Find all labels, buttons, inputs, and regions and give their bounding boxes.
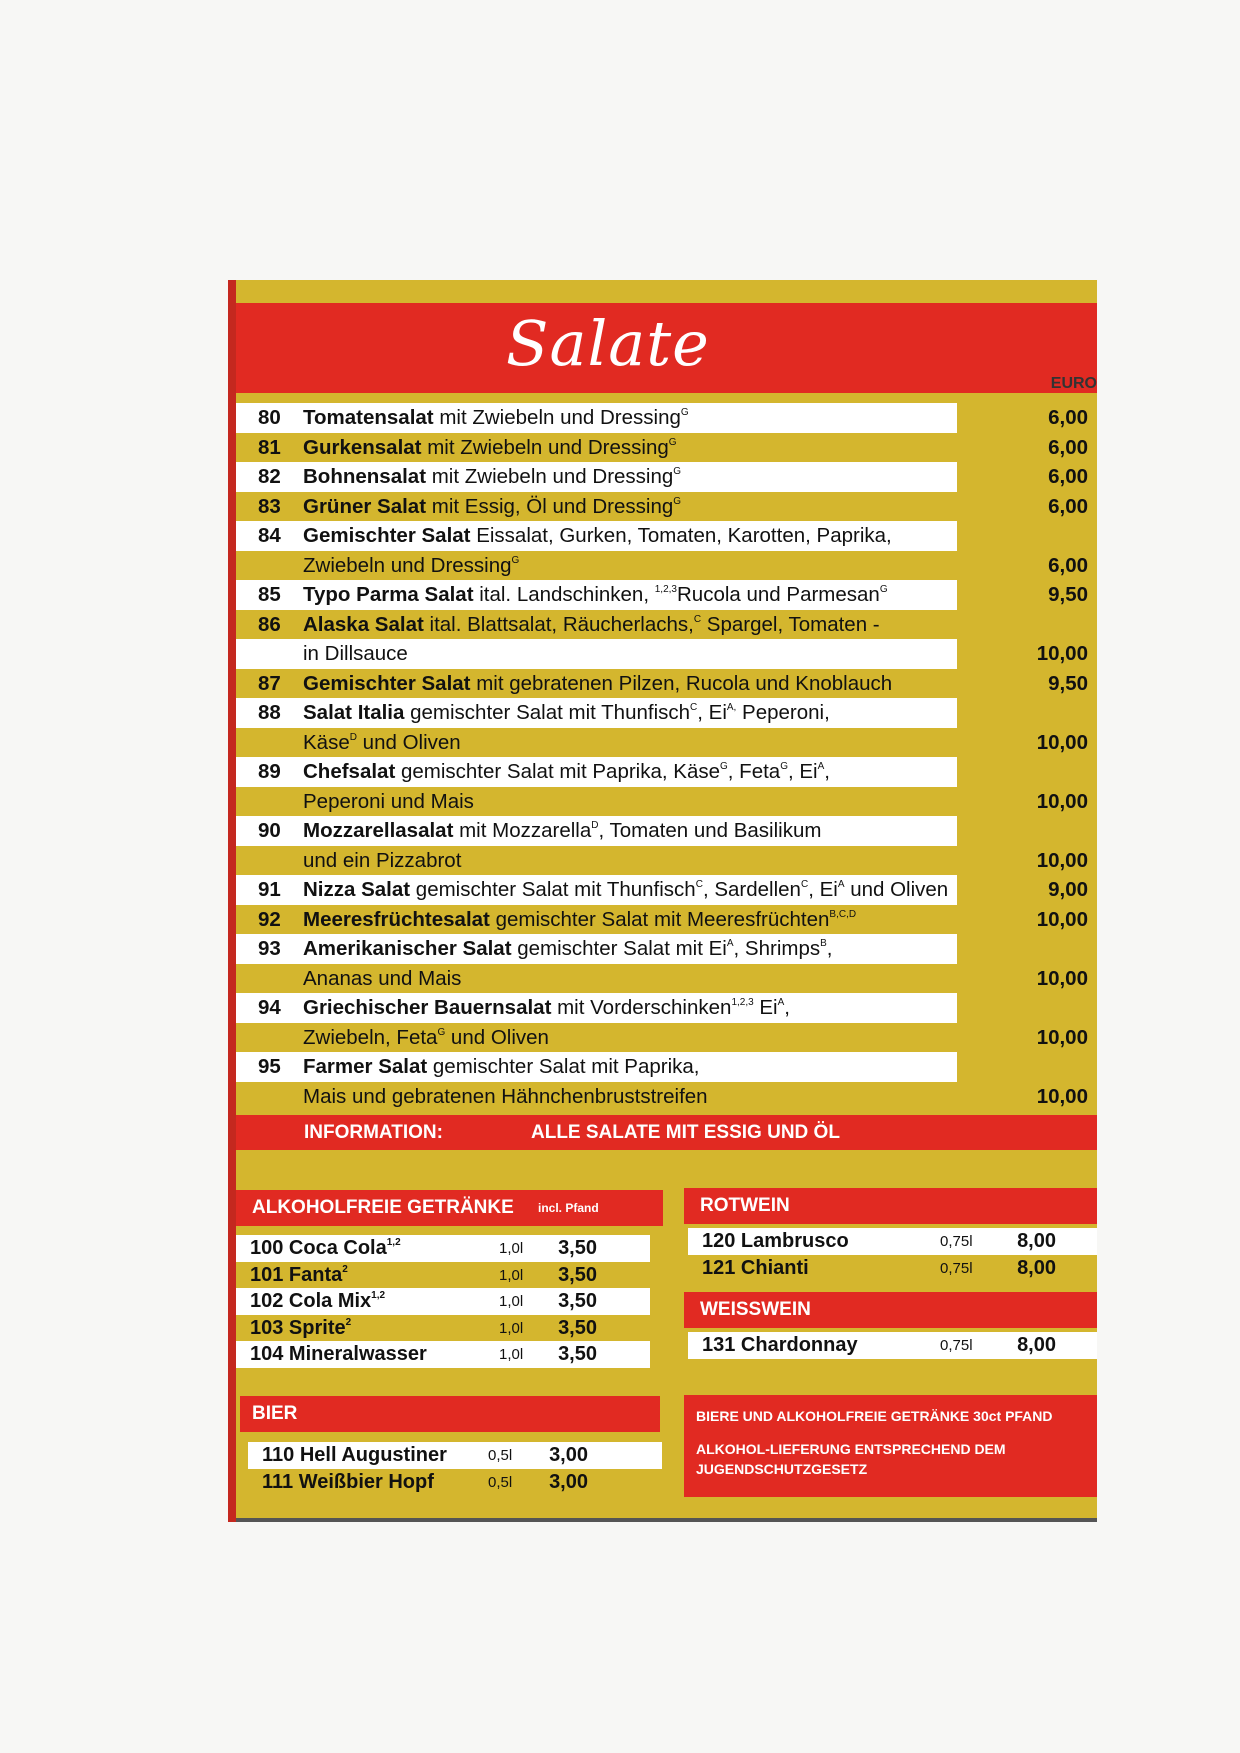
notice-line2: ALKOHOL-LIEFERUNG ENTSPRECHEND DEM: [696, 1441, 1006, 1457]
salad-description: [303, 934, 832, 964]
softdrinks-item-volume: 1,0l: [499, 1319, 524, 1337]
salad-number: 88: [258, 701, 281, 724]
softdrinks-item: [236, 1262, 650, 1289]
salad-description-continued: [303, 1082, 708, 1112]
allergen-code: G: [879, 584, 888, 595]
salad-name: Grüner Salat: [303, 494, 427, 518]
salad-text: Käse: [303, 730, 350, 754]
salad-text: mit Zwiebeln und Dressing: [426, 465, 674, 488]
salad-price: 9,00: [1048, 878, 1088, 901]
salad-row-continued: [236, 639, 1088, 669]
allergen-code: B,C,D: [829, 908, 857, 920]
salad-name: Griechischer Bauernsalat: [303, 996, 552, 1019]
allergen-code: 1,2,3: [731, 997, 754, 1008]
salad-text: , Ei: [787, 760, 818, 783]
softdrinks-item-price: 3,50: [558, 1290, 597, 1312]
redwine-header: [684, 1188, 1097, 1224]
salad-description-continued: [303, 846, 461, 876]
softdrinks-item: [236, 1315, 650, 1342]
allergen-code: A: [777, 997, 785, 1008]
softdrinks-item-price: 3,50: [558, 1237, 597, 1259]
salad-text: Zwiebeln und Dressing: [303, 553, 512, 577]
info-text: ALLE SALATE MIT ESSIG UND ÖL: [531, 1122, 840, 1143]
salad-text: , Feta: [727, 760, 781, 783]
salad-row: [236, 905, 1097, 935]
beer-item: [248, 1469, 662, 1496]
salad-text: Spargel, Tomaten -: [701, 612, 880, 636]
salad-row: [236, 580, 1088, 610]
allergen-code: C: [693, 613, 702, 625]
pfand-notice: [684, 1395, 1097, 1497]
salad-row: [236, 993, 957, 1023]
allergen-code: G: [668, 436, 677, 448]
left-edge-stripe: [228, 280, 236, 1522]
beer-item-label: 111 Weißbier Hopf: [262, 1470, 434, 1493]
allergen-code: 2: [342, 1263, 348, 1275]
salad-description-continued: [303, 1023, 549, 1053]
salad-text: Eissalat, Gurken, Tomaten, Karotten, Paprika,: [470, 524, 892, 547]
salad-number: 92: [258, 907, 281, 931]
salad-row: [236, 610, 1097, 640]
salad-number: 94: [258, 996, 281, 1019]
softdrinks-title: ALKOHOLFREIE GETRÄNKE: [252, 1197, 514, 1218]
whitewine-header: [684, 1292, 1097, 1328]
redwine-item: [688, 1228, 1097, 1255]
currency-label: EURO: [1050, 375, 1097, 392]
salad-text: ,: [824, 760, 830, 783]
salad-price: 9,50: [1048, 671, 1088, 695]
salad-text: ,: [826, 937, 833, 960]
salad-price: 6,00: [1048, 435, 1088, 459]
salad-text: und ein Pizzabrot: [303, 848, 462, 872]
beer-item: [248, 1442, 662, 1469]
salad-text: ,: [784, 996, 790, 1019]
salad-name: Meeresfrüchtesalat: [303, 907, 490, 931]
salad-description-continued: [303, 787, 474, 817]
softdrinks-item-volume: 1,0l: [499, 1240, 524, 1257]
salad-row: [236, 816, 957, 846]
salad-row: [236, 669, 1097, 699]
salad-text: , Shrimps: [733, 937, 821, 960]
salad-price: 6,00: [1048, 494, 1088, 518]
menu-page: [228, 280, 1097, 1522]
allergen-code: G: [780, 761, 788, 772]
salad-row: [236, 875, 1088, 905]
salad-name: Alaska Salat: [303, 612, 424, 636]
salad-number: 81: [258, 435, 281, 459]
info-label: INFORMATION:: [304, 1122, 443, 1143]
salad-text: Peperoni,: [736, 701, 830, 724]
whitewine-item-volume: 0,75l: [940, 1337, 973, 1354]
salad-text: mit Zwiebeln und Dressing: [421, 435, 669, 459]
salad-description: [303, 462, 681, 492]
beer-header: [240, 1396, 660, 1432]
salad-price: 10,00: [1036, 789, 1088, 813]
softdrinks-item-label: 103 Sprite: [250, 1316, 346, 1339]
salad-name: Farmer Salat: [303, 1055, 428, 1078]
salad-text: Rucola und Parmesan: [676, 583, 880, 606]
info-banner: [236, 1115, 1097, 1150]
redwine-item-price: 8,00: [1017, 1256, 1056, 1279]
salad-row-continued: [236, 1082, 1097, 1112]
salad-row: [236, 492, 1097, 522]
salad-price: 10,00: [1036, 642, 1088, 665]
salad-number: 90: [258, 819, 281, 842]
salad-text: Zwiebeln, Feta: [303, 1025, 438, 1049]
allergen-code: 2: [345, 1316, 352, 1328]
whitewine-title: WEISSWEIN: [700, 1299, 811, 1320]
salad-name: Salat Italia: [303, 701, 405, 724]
salad-number: 91: [258, 878, 281, 901]
salad-number: 84: [258, 524, 281, 547]
salad-text: mit Zwiebeln und Dressing: [433, 406, 681, 429]
allergen-code: G: [511, 554, 520, 566]
salad-text: , Sardellen: [702, 878, 801, 901]
salad-row: [236, 403, 1088, 433]
salad-text: Peperoni und Mais: [303, 789, 474, 813]
softdrinks-item-price: 3,50: [558, 1263, 597, 1286]
beer-item-price: 3,00: [549, 1470, 588, 1493]
allergen-code: A: [817, 761, 825, 772]
salad-price: 6,00: [1048, 553, 1088, 577]
allergen-code: 1,2: [371, 1290, 386, 1301]
salad-description: [303, 492, 681, 522]
allergen-code: G: [720, 761, 728, 772]
salad-row-continued: [236, 787, 1097, 817]
salad-number: 80: [258, 406, 281, 429]
salad-name: Gemischter Salat: [303, 524, 471, 547]
salad-price: 9,50: [1048, 583, 1088, 606]
salad-text: und Oliven: [844, 878, 949, 901]
salad-text: Ei: [753, 996, 778, 1019]
salad-text: mit Vorderschinken: [551, 996, 732, 1019]
redwine-item-label: 120 Lambrusco: [702, 1230, 849, 1252]
allergen-code: A: [726, 938, 734, 949]
softdrinks-item-name: [250, 1262, 348, 1289]
softdrinks-item-label: 102 Cola Mix: [250, 1290, 372, 1312]
beer-title: BIER: [252, 1403, 298, 1424]
salad-number: 82: [258, 465, 281, 488]
notice-line3: JUGENDSCHUTZGESETZ: [696, 1461, 868, 1477]
salad-text: ital. Landschinken,: [473, 583, 655, 606]
whitewine-item-label: 131 Chardonnay: [702, 1334, 858, 1356]
salad-price: 6,00: [1048, 465, 1088, 488]
softdrinks-item-name: [250, 1341, 427, 1368]
salad-name: Nizza Salat: [303, 878, 411, 901]
salad-number: 83: [258, 494, 281, 518]
salad-price: 10,00: [1036, 1084, 1088, 1108]
salad-description: [303, 875, 948, 905]
salad-text: in Dillsauce: [303, 642, 408, 665]
salad-name: Gurkensalat: [303, 435, 422, 459]
salad-text: ital. Blattsalat, Räucherlachs,: [423, 612, 694, 636]
page-title: Salate: [506, 307, 710, 380]
salad-description-continued: [303, 551, 519, 581]
salad-description: [303, 816, 821, 846]
salad-text: gemischter Salat mit Ei: [511, 937, 727, 960]
allergen-code: A: [837, 879, 845, 890]
salad-description: [303, 993, 790, 1023]
salad-text: mit gebratenen Pilzen, Rucola und Knoblauch: [470, 671, 893, 695]
allergen-code: C: [690, 702, 698, 713]
salad-price: 6,00: [1048, 406, 1088, 429]
salad-description-continued: [303, 964, 461, 994]
redwine-title: ROTWEIN: [700, 1195, 790, 1216]
softdrinks-item-name: [250, 1315, 351, 1342]
redwine-item-label: 121 Chianti: [702, 1256, 809, 1279]
salad-text: Ananas und Mais: [303, 966, 462, 990]
salad-text: und Oliven: [445, 1025, 549, 1049]
whitewine-item: [688, 1332, 1097, 1359]
salad-description-continued: [303, 728, 461, 758]
salad-text: , Ei: [697, 701, 727, 724]
salad-row-continued: [236, 551, 1097, 581]
salad-description: [303, 580, 888, 610]
softdrinks-item-volume: 1,0l: [499, 1293, 524, 1310]
redwine-item: [688, 1255, 1097, 1282]
allergen-code: G: [673, 466, 682, 477]
softdrinks-item-label: 100 Coca Cola: [250, 1237, 387, 1259]
allergen-code: C: [695, 879, 703, 890]
salad-row: [236, 521, 957, 551]
salad-text: gemischter Salat mit Meeresfrüchten: [489, 907, 830, 931]
beer-item-name: [262, 1442, 447, 1469]
softdrinks-header: [236, 1190, 663, 1226]
salad-number: 86: [258, 612, 281, 636]
salad-row: [236, 433, 1097, 463]
salad-text: , Ei: [808, 878, 838, 901]
salad-description: [303, 669, 892, 699]
softdrinks-item-volume: 1,0l: [499, 1266, 524, 1284]
salad-name: Typo Parma Salat: [303, 583, 474, 606]
menu-header: [236, 303, 1097, 393]
beer-item-volume: 0,5l: [488, 1447, 513, 1464]
whitewine-item-price: 8,00: [1017, 1334, 1056, 1356]
allergen-code: G: [680, 407, 689, 418]
salad-description: [303, 610, 880, 640]
salad-row-continued: [236, 846, 1097, 876]
salad-text: Mais und gebratenen Hähnchenbruststreifen: [303, 1084, 708, 1108]
salad-number: 87: [258, 671, 281, 695]
salad-text: gemischter Salat mit Paprika, Käse: [395, 760, 720, 783]
salad-name: Amerikanischer Salat: [303, 937, 512, 960]
notice-line1: BIERE UND ALKOHOLFREIE GETRÄNKE 30ct PFAND: [696, 1408, 1053, 1424]
salad-text: mit Essig, Öl und Dressing: [426, 494, 674, 518]
bottom-rule: [236, 1518, 1097, 1522]
salad-description: [303, 433, 677, 463]
softdrinks-item: [236, 1235, 650, 1262]
softdrinks-item-volume: 1,0l: [499, 1346, 524, 1363]
softdrinks-item-name: [250, 1288, 385, 1315]
salad-name: Bohnensalat: [303, 465, 427, 488]
softdrinks-item-price: 3,50: [558, 1343, 597, 1365]
salad-description: [303, 905, 856, 935]
salad-name: Mozzarellasalat: [303, 819, 454, 842]
salad-number: 89: [258, 760, 281, 783]
salad-row: [236, 698, 957, 728]
allergen-code: 1,2,3: [654, 584, 677, 595]
salad-name: Chefsalat: [303, 760, 396, 783]
softdrinks-item: [236, 1341, 650, 1368]
salad-row: [236, 757, 957, 787]
salad-row-continued: [236, 1023, 1097, 1053]
salad-row-continued: [236, 964, 1097, 994]
salad-price: 10,00: [1036, 1025, 1088, 1049]
softdrinks-item-label: 104 Mineralwasser: [250, 1343, 427, 1365]
salad-description: [303, 403, 689, 433]
salad-text: gemischter Salat mit Thunfisch: [410, 878, 696, 901]
salad-description: [303, 757, 830, 787]
salad-description-continued: [303, 639, 408, 669]
redwine-item-name: [702, 1255, 809, 1282]
salad-text: , Tomaten und Basilikum: [598, 819, 822, 842]
allergen-code: G: [437, 1026, 446, 1038]
salad-name: Tomatensalat: [303, 406, 434, 429]
allergen-code: B: [820, 938, 827, 949]
salad-description: [303, 698, 830, 728]
salad-description: [303, 1052, 700, 1082]
redwine-item-name: [702, 1228, 849, 1255]
salad-price: 10,00: [1036, 730, 1088, 754]
whitewine-item-name: [702, 1332, 858, 1359]
allergen-code: 1,2: [386, 1237, 401, 1248]
salad-row: [236, 934, 957, 964]
salad-number: 95: [258, 1055, 281, 1078]
salad-row: [236, 1052, 957, 1082]
salad-list: [236, 403, 1097, 1111]
beer-item-name: [262, 1469, 434, 1496]
softdrinks-note: incl. Pfand: [538, 1201, 599, 1215]
beer-item-price: 3,00: [549, 1444, 588, 1466]
beer-item-label: 110 Hell Augustiner: [262, 1444, 447, 1466]
salad-row-continued: [236, 728, 1097, 758]
allergen-code: D: [591, 820, 599, 831]
salad-description: [303, 521, 892, 551]
salad-price: 10,00: [1036, 966, 1088, 990]
salad-price: 10,00: [1036, 907, 1088, 931]
allergen-code: G: [673, 495, 682, 507]
redwine-item-volume: 0,75l: [940, 1259, 973, 1277]
beer-item-volume: 0,5l: [488, 1473, 513, 1491]
softdrinks-item: [236, 1288, 650, 1315]
softdrinks-item-price: 3,50: [558, 1316, 597, 1339]
redwine-item-price: 8,00: [1017, 1230, 1056, 1252]
salad-price: 10,00: [1036, 848, 1088, 872]
redwine-item-volume: 0,75l: [940, 1233, 973, 1250]
allergen-code: A,: [726, 702, 737, 713]
salad-number: 93: [258, 937, 281, 960]
allergen-code: D: [349, 731, 357, 743]
softdrinks-item-label: 101 Fanta: [250, 1263, 343, 1286]
allergen-code: C: [800, 879, 809, 890]
salad-text: gemischter Salat mit Paprika,: [427, 1055, 700, 1078]
salad-text: mit Mozzarella: [453, 819, 592, 842]
salad-text: gemischter Salat mit Thunfisch: [404, 701, 691, 724]
salad-name: Gemischter Salat: [303, 671, 471, 695]
salad-text: und Oliven: [356, 730, 461, 754]
softdrinks-item-name: [250, 1235, 401, 1262]
salad-number: 85: [258, 583, 281, 606]
salad-row: [236, 462, 1088, 492]
